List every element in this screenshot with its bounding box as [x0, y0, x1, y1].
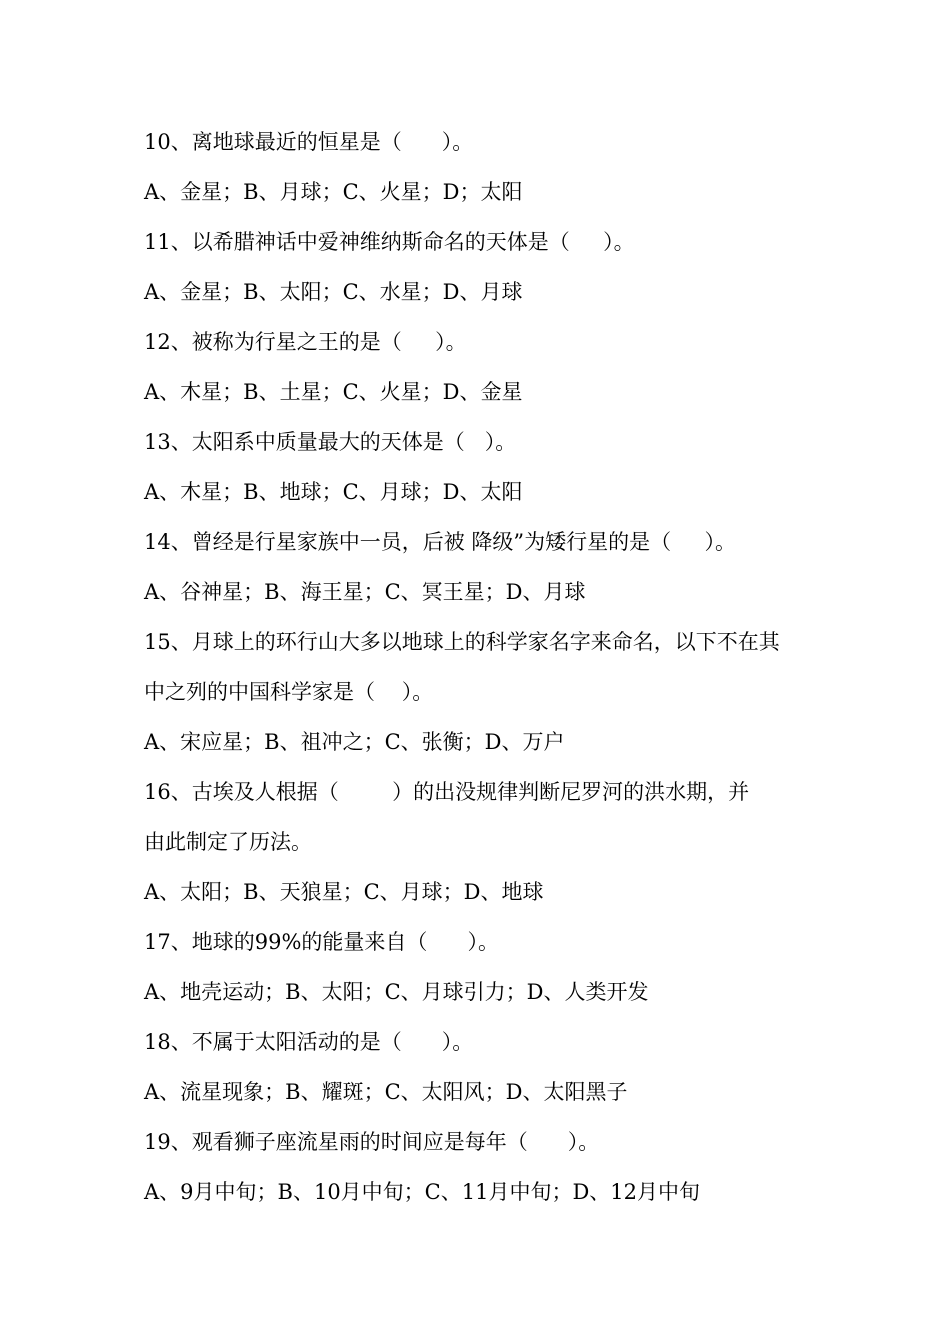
- question-15-line-1: 15、月球上的环行山大多以地球上的科学家名字来命名，以下不在其: [144, 630, 780, 654]
- question-10-options: A、金星；B、月球；C、火星；D；太阳: [144, 180, 523, 204]
- question-19-options: A、9月中旬；B、10月中旬；C、11月中旬；D、12月中旬: [144, 1180, 701, 1204]
- question-13: 13、太阳系中质量最大的天体是（ ）。: [144, 430, 517, 454]
- question-12-options: A、木星；B、土星；C、火星；D、金星: [144, 380, 523, 404]
- question-12: 12、被称为行星之王的是（ ）。: [144, 330, 467, 354]
- question-11-options: A、金星；B、太阳；C、水星；D、月球: [144, 280, 523, 304]
- question-18-options: A、流星现象；B、耀斑；C、太阳风；D、太阳黑子: [144, 1080, 628, 1104]
- question-15-line-2: 中之列的中国科学家是（ ）。: [144, 680, 434, 704]
- question-10: 10、离地球最近的恒星是（ ）。: [144, 130, 474, 154]
- question-11: 11、以希腊神话中爱神维纳斯命名的天体是（ ）。: [144, 230, 635, 254]
- question-16-line-2: 由此制定了历法。: [144, 830, 312, 854]
- question-13-options: A、木星；B、地球；C、月球；D、太阳: [144, 480, 523, 504]
- question-19: 19、观看狮子座流星雨的时间应是每年（ ）。: [144, 1130, 600, 1154]
- question-16-options: A、太阳；B、天狼星；C、月球；D、地球: [144, 880, 544, 904]
- question-16-line-1: 16、古埃及人根据（ ）的出没规律判断尼罗河的洪水期，并: [144, 780, 750, 804]
- question-14-options: A、谷神星；B、海王星；C、冥王星；D、月球: [144, 580, 586, 604]
- question-15-options: A、宋应星；B、祖冲之；C、张衡；D、万户: [144, 730, 565, 754]
- question-17: 17、地球的99%的能量来自（ ）。: [144, 930, 499, 954]
- question-list: [144, 117, 824, 1217]
- question-17-options: A、地壳运动；B、太阳；C、月球引力；D、人类开发: [144, 980, 649, 1004]
- question-18: 18、不属于太阳活动的是（ ）。: [144, 1030, 474, 1054]
- question-14: 14、曾经是行星家族中一员，后被 降级”为矮行星的是（ ）。: [144, 530, 737, 554]
